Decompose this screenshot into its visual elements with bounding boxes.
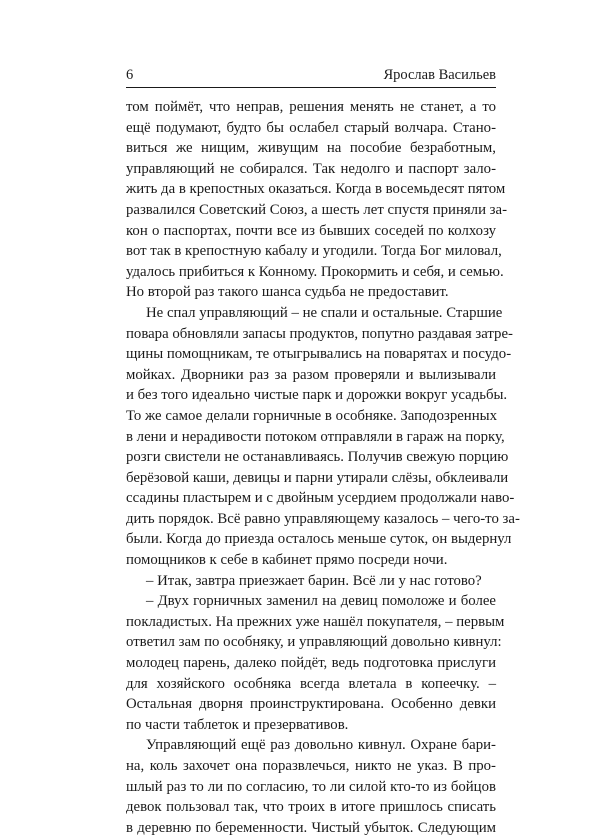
text-line: берёзовой каши, девицы и парни утирали слёзы, обклеивали [126,469,509,486]
text-line: виться же нищим, живущим на пособие безработным, [126,140,496,157]
text-line: были. Когда до приезда осталось меньше суток, он выдернул [126,531,512,548]
text-line: девок пользовал так, что троих в итоге пришлось списать [126,799,496,816]
text-line: для хозяйского особняка всегда влетала в копеечку. – [126,675,496,692]
dialogue-line: – Итак, завтра приезжает барин. Всё ли у нас готово? [146,572,482,589]
text-line: молодец парень, далеко пойдёт, ведь подготовка прислуги [126,655,496,672]
text-line: мойках. Дворники раз за разом проверяли и вылизывали [126,366,496,383]
text-line: ответил зам по особняку, и управляющий довольно кивнул: [126,634,502,651]
text-line: в деревню по беременности. Чистый убыток. Следующим [126,819,496,836]
text-line: на, коль захочет она поразвлечься, никто не указ. В про- [126,758,496,774]
text-line: развалился Советский Союз, а шесть лет спустя приняли за- [126,201,508,218]
text-line: управляющий не собирался. Так недолго и паспорт зало- [126,160,496,177]
running-head-author: Ярослав Васильев [383,67,496,83]
text-line: вот так в крепостную кабалу и угодили. Тогда Бог миловал, [126,243,502,260]
text-line: дить порядок. Всё равно управляющему казалось – чего-то за- [126,510,520,527]
text-line: повара обновляли запасы продуктов, попутно раздавая затре- [126,325,513,342]
text-line: щины помощникам, те отыгрывались на поварятах и посудо- [126,346,512,363]
text-line: покладистых. На прежних уже нашёл покупателя, – первым [126,613,505,630]
text-line: удалось прибиться к Конному. Прокормить и себя, и семью. [126,263,504,280]
text-line: в лени и нерадивости потоком отправляли в гараж на порку, [126,428,505,445]
header-rule [126,87,496,88]
body-text [126,97,520,838]
text-line: кон о паспортах, почти все из бывших соседей по колхозу [126,222,496,239]
text-line: жить да в крепостных оказаться. Когда в восемьдесят пятом [126,181,506,198]
text-line: Остальная дворня проинструктирована. Особенно девки [126,696,496,713]
page-number: 6 [126,67,134,83]
dialogue-line: – Двух горничных заменил на девиц помоложе и более [146,593,496,610]
text-line: Управляющий ещё раз довольно кивнул. Охране бари- [146,737,496,754]
text-line: помощников к себе в кабинет прямо посреди ночи. [126,552,448,569]
text-line: Но второй раз такого шанса судьба не предоставит. [126,284,449,301]
text-line: ссадины пластырем и с двойным усердием продолжали наво- [126,490,515,507]
text-line: розги свистели не останавливаясь. Получив свежую порцию [126,449,509,466]
text-line: и без того идеально чистые парк и дорожки вокруг усадьбы. [126,387,508,404]
running-head [126,64,496,86]
text-line: То же самое делали горничные в особняке. Заподозренных [126,407,497,424]
text-line: том поймёт, что неправ, решения менять не станет, а то [126,99,496,115]
text-line: по части таблеток и презервативов. [126,716,349,733]
text-line: шлый раз то ли по согласию, то ли силой кто-то из бойцов [126,778,496,795]
text-line: Не спал управляющий – не спали и остальные. Старшие [146,304,503,321]
text-line: ещё подумают, будто бы ослабел старый волчара. Стано- [126,119,496,136]
